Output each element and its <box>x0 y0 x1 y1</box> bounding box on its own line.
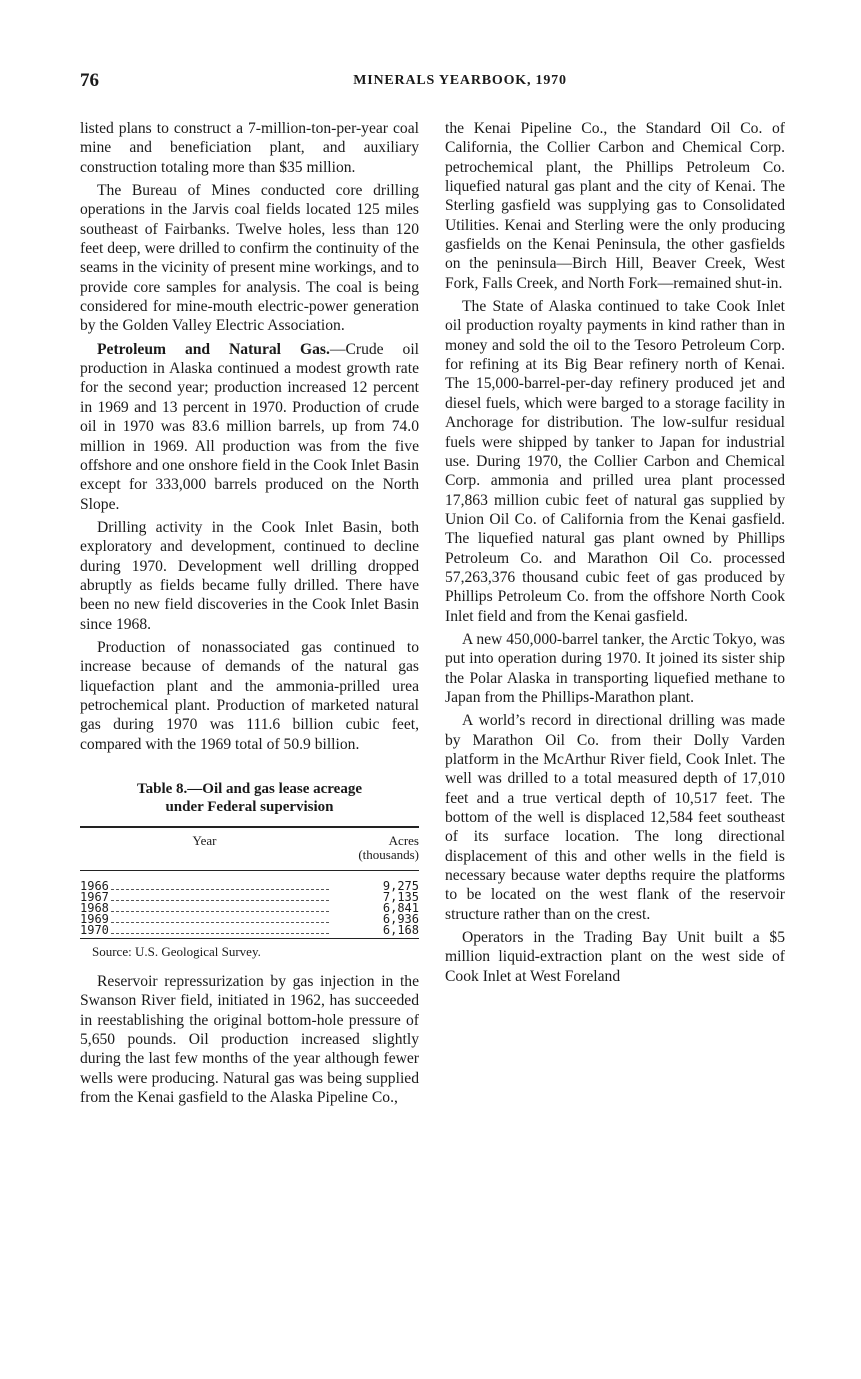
column-header-acres-line-1: Acres <box>388 833 419 848</box>
table-title <box>80 780 419 816</box>
column-header-year: Year <box>80 827 329 871</box>
right-paragraph-3: A new 450,000-barrel tanker, the Arctic Tokyo, was put into operation during 1970. It joined its sister ship the Polar Alaska in transporting liquefied methane to Japan from the Phillips-Marathon plant. <box>445 630 785 706</box>
page-number: 76 <box>80 70 99 91</box>
table-title-line-2: under Federal supervision <box>165 799 334 815</box>
dot-leader <box>111 889 329 890</box>
left-paragraph-6: Reservoir repressurization by gas injection in the Swanson River field, initiated in 1962, has succeeded in reestablishing the original bottom-hole pressure of 5,650 pounds. Oil production increased slightly during the last few months of the year although fewer wells were producing. Natural gas was being supplied from the Kenai gasfield to the Alaska Pipeline Co., <box>80 973 419 1107</box>
table-8 <box>80 780 419 960</box>
column-header-acres-line-2: (thousands) <box>358 847 419 862</box>
acreage-table <box>80 826 419 939</box>
right-paragraph-4: A world’s record in directional drilling was made by Marathon Oil Co. from their Dolly Varden platform in the McArthur River field, Cook Inlet. The well was drilled to a total measured depth of 17,010 feet and a true vertical depth of 10,517 feet. The bottom of the well is displaced 12,584 feet southeast of its surface location. The long directional displacement of this and other wells in the field is necessary because water depths require the platforms to be located on the west flank of the reservoir structure rather than on the crest. <box>445 712 785 923</box>
row-acres: 9,275 <box>382 879 419 893</box>
row-acres: 6,936 <box>382 912 419 926</box>
table-row <box>80 892 419 903</box>
table-title-line-1: Table 8.—Oil and gas lease acreage <box>137 781 362 797</box>
section-heading-petroleum: Petroleum and Natural Gas. <box>97 340 330 358</box>
right-paragraph-5: Operators in the Trading Bay Unit built a $5 million liquid-extraction plant on the west side of Cook Inlet at West Foreland <box>445 929 785 985</box>
right-paragraph-1: the Kenai Pipeline Co., the Standard Oil Co. of California, the Collier Carbon and Chemical Corp. petrochemical plant, the Phillips Petroleum Co. liquefied natural gas plant and the city of Kenai. The Sterling gasfield was supplying gas to Consolidated Utilities. Kenai and Sterling were the only producing gasfields on the Kenai Peninsula, the other gasfields on the peninsula—Birch Hill, Beaver Creek, West Fork, Falls Creek, and North Fork—remained shut-in. <box>445 120 785 292</box>
row-acres: 6,841 <box>382 901 419 915</box>
left-paragraph-4: Drilling activity in the Cook Inlet Basin, both exploratory and development, continued to decline during 1970. Development well drilling dropped abruptly as fields became fully drilled. There have been no new field discoveries in the Cook Inlet Basin since 1968. <box>80 518 419 633</box>
row-year: 1969 <box>80 912 109 926</box>
dot-leader <box>111 933 329 934</box>
left-paragraph-5: Production of nonassociated gas continued to increase because of demands of the natural gas liquefaction plant and the ammonia-prilled urea petrochemical plant. Production of marketed natural gas during 1970 was 111.6 billion cubic feet, compared with the 1969 total of 50.9 billion. <box>80 638 419 753</box>
left-paragraph-1: listed plans to construct a 7-million-ton-per-year coal mine and beneficiation plant, and auxiliary construction totaling more than $35 million. <box>80 120 419 176</box>
left-paragraph-3 <box>80 340 419 514</box>
row-acres: 6,168 <box>329 925 419 939</box>
dot-leader <box>111 911 329 912</box>
column-header-acres <box>329 827 419 871</box>
row-acres: 7,135 <box>382 890 419 904</box>
dot-leader <box>111 922 329 923</box>
left-paragraph-3-text: —Crude oil production in Alaska continued a modest growth rate for the second year; production increased 12 percent in 1969 and 13 percent in 1970. Production of crude oil in 1970 was 83.6 million barrels, up from 74.0 million in 1969. All production was from the five offshore and one onshore field in the Cook Inlet Basin except for 333,000 barrels produced on the North Slope. <box>80 340 419 513</box>
running-head: MINERALS YEARBOOK, 1970 <box>353 73 567 88</box>
right-paragraph-2: The State of Alaska continued to take Cook Inlet oil production royalty payments in kind rather than in money and sold the oil to the Tesoro Petroleum Corp. for refining at its Big Bear refinery north of Kenai. The 15,000-barrel-per-day refinery produced jet and diesel fuels, which were barged to a storage facility in Anchorage for distribution. The low-sulfur residual fuels were shipped by tanker to Japan for industrial use. During 1970, the Collier Carbon and Chemical Corp. ammonia and prilled urea plant processed 17,863 million cubic feet of natural gas supplied by Union Oil Co. of California from the Kenai gasfield. The liquefied natural gas plant owned by Phillips Petroleum Co. and Marathon Oil Co. processed 57,263,376 thousand cubic feet of gas produced by Phillips Petroleum Co. from the offshore North Cook Inlet field and from the Kenai gasfield. <box>445 298 785 625</box>
table-row <box>80 903 419 914</box>
table-source-note: Source: U.S. Geological Survey. <box>92 944 261 959</box>
left-column <box>80 119 419 1111</box>
row-year: 1966 <box>80 879 109 893</box>
row-year: 1968 <box>80 901 109 915</box>
right-column <box>445 119 785 990</box>
table-row <box>80 914 419 925</box>
table-row <box>80 925 419 939</box>
dot-leader <box>111 900 329 901</box>
table-row <box>80 871 419 893</box>
left-paragraph-2: The Bureau of Mines conducted core drilling operations in the Jarvis coal fields located 125 miles southeast of Fairbanks. Twelve holes, less than 120 feet deep, were drilled to confirm the continuity of the seams in the vicinity of present mine workings, and to provide core samples for analysis. The coal is being considered for mine-mouth electric-power generation by the Golden Valley Electric Association. <box>80 182 419 335</box>
row-year: 1967 <box>80 890 109 904</box>
row-year: 1970 <box>80 923 109 937</box>
